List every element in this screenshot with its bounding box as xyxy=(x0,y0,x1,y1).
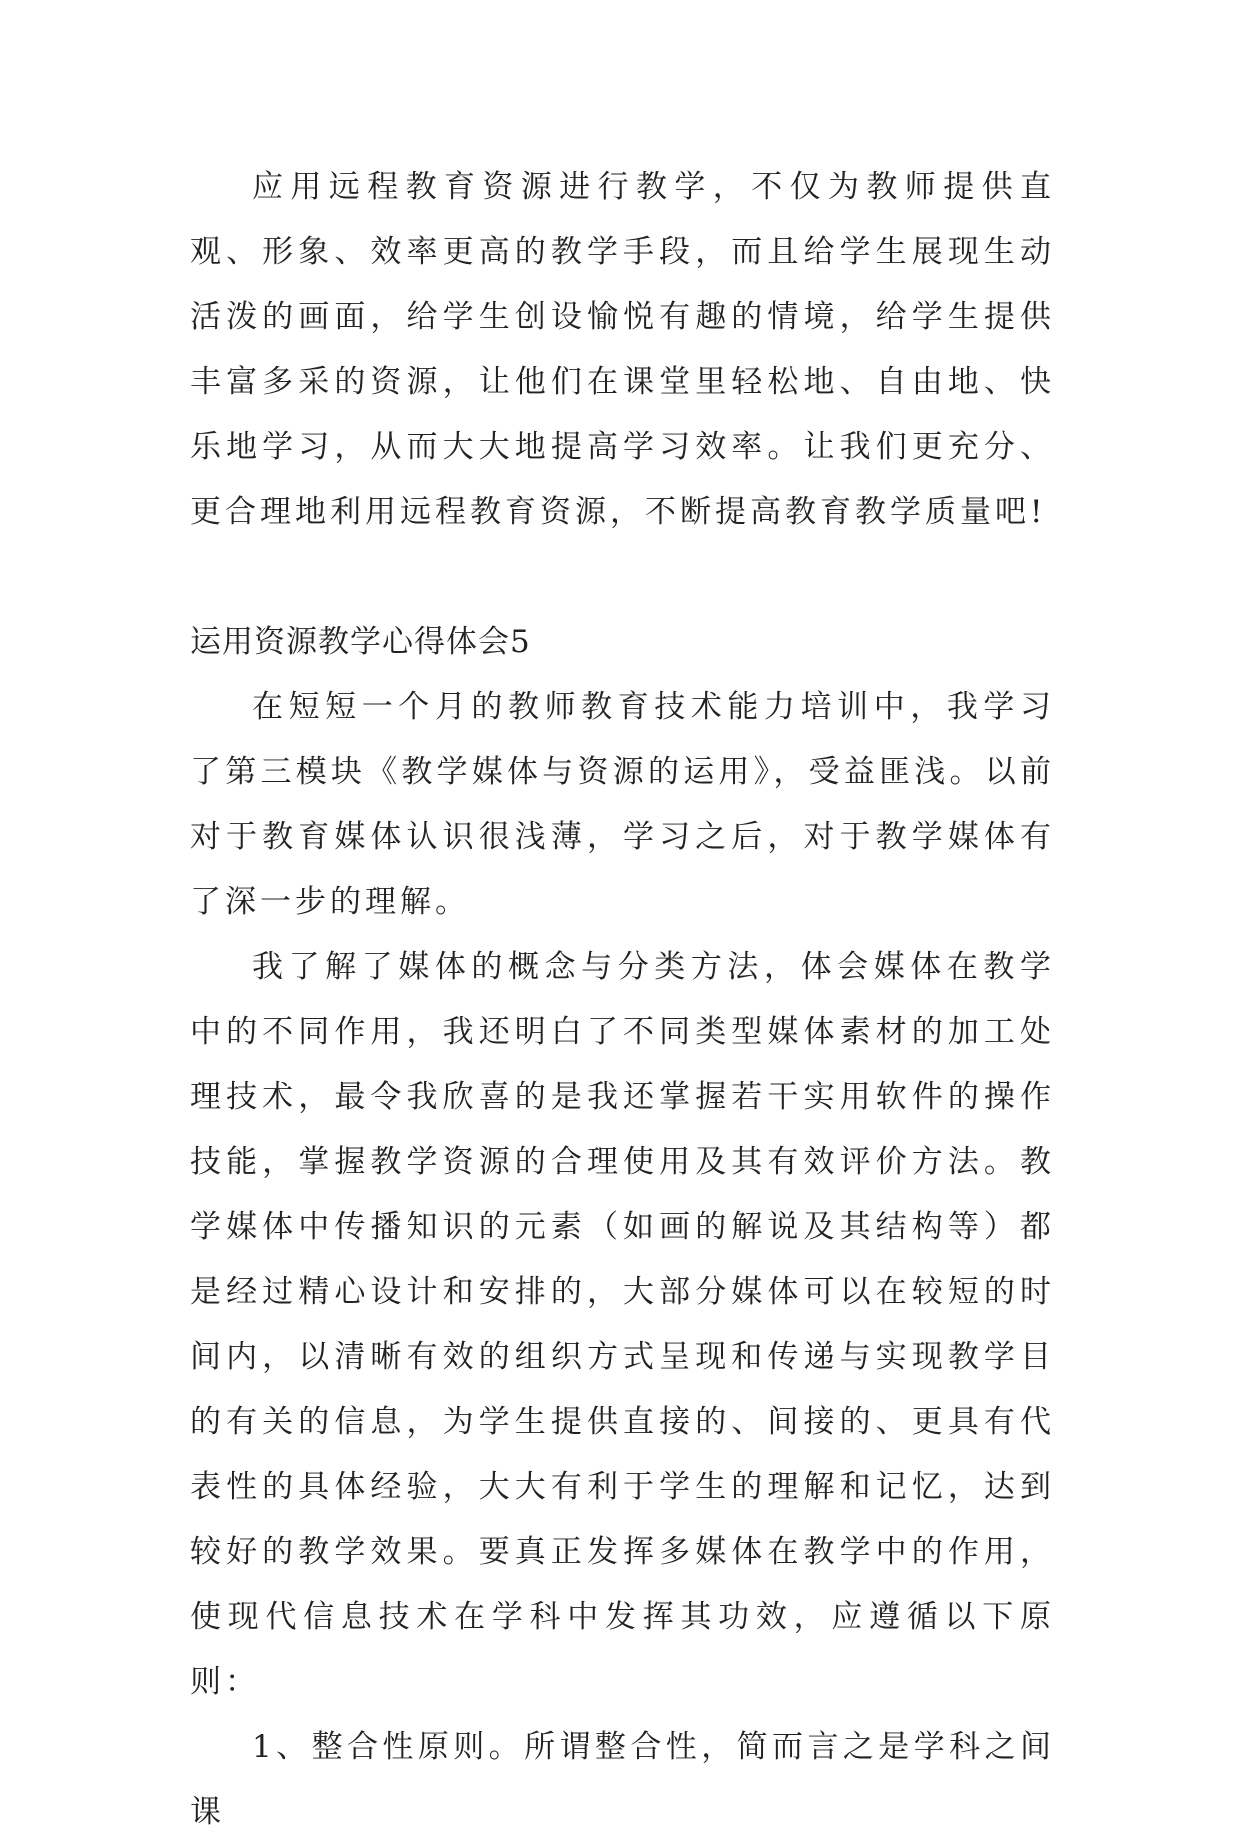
paragraph-3: 1、整合性原则。所谓整合性，简而言之是学科之间课 xyxy=(190,1729,1055,1830)
section-title: 运用资源教学心得体会5 xyxy=(190,624,531,660)
paragraph-gap xyxy=(190,545,1055,610)
document-page xyxy=(190,155,1055,1845)
paragraph-intro: 应用远程教育资源进行教学，不仅为教师提供直观、形象、效率更高的教学手段，而且给学生展现生动活泼的画面，给学生创设愉悦有趣的情境，给学生提供丰富多采的资源，让他们在课堂里轻松地、自由地、快乐地学习，从而大大地提高学习效率。让我们更充分、更合理地利用远程教育资源，不断提高教育教学质量吧! xyxy=(190,169,1055,530)
paragraph-1: 在短短一个月的教师教育技术能力培训中，我学习了第三模块《教学媒体与资源的运用》，受益匪浅。以前对于教育媒体认识很浅薄，学习之后，对于教学媒体有了深一步的理解。 xyxy=(190,689,1055,920)
paragraph-2: 我了解了媒体的概念与分类方法，体会媒体在教学中的不同作用，我还明白了不同类型媒体素材的加工处理技术，最令我欣喜的是我还掌握若干实用软件的操作技能，掌握教学资源的合理使用及其有效评价方法。教学媒体中传播知识的元素（如画的解说及其结构等）都是经过精心设计和安排的，大部分媒体可以在较短的时间内，以清晰有效的组织方式呈现和传递与实现教学目的有关的信息，为学生提供直接的、间接的、更具有代表性的具体经验，大大有利于学生的理解和记忆，达到较好的教学效果。要真正发挥多媒体在教学中的作用，使现代信息技术在学科中发挥其功效，应遵循以下原则： xyxy=(190,949,1055,1700)
